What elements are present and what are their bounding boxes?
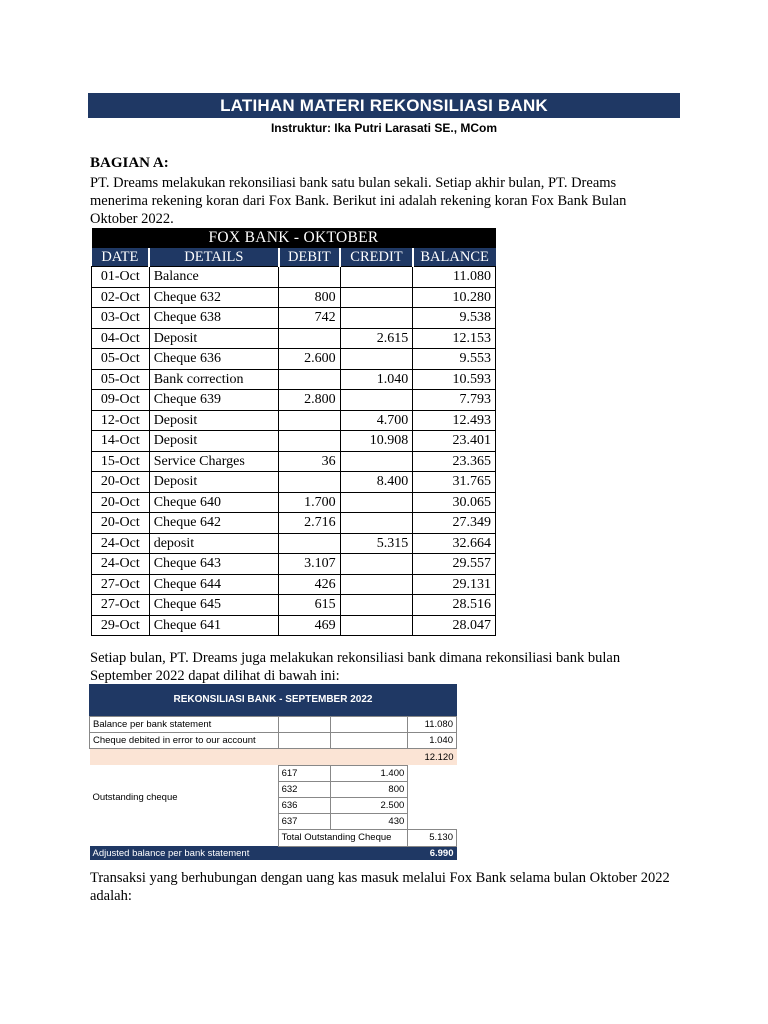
cell-credit — [340, 308, 413, 329]
cell-details: Balance — [149, 267, 278, 288]
adjusted-label: Adjusted balance per bank statement — [90, 846, 408, 860]
cell-debit: 800 — [279, 287, 341, 308]
cell-details: Cheque 645 — [149, 595, 278, 616]
cell-balance: 23.365 — [413, 451, 496, 472]
cell-date: 02-Oct — [92, 287, 150, 308]
statement-row — [92, 390, 496, 411]
cell-details: Deposit — [149, 410, 278, 431]
cell-credit — [340, 513, 413, 534]
cell-details: Cheque 632 — [149, 287, 278, 308]
section-heading: BAGIAN A: — [90, 155, 169, 171]
cell-balance: 9.538 — [413, 308, 496, 329]
cell-date: 03-Oct — [92, 308, 150, 329]
cell-date: 05-Oct — [92, 369, 150, 390]
cell-debit: 2.800 — [279, 390, 341, 411]
fox-bank-statement-table — [91, 228, 496, 636]
total-outstanding-label: Total Outstanding Cheque — [278, 830, 408, 846]
cell-balance: 9.553 — [413, 349, 496, 370]
outstanding-label: Outstanding cheque — [92, 791, 178, 803]
instructor-line: Instruktur: Ika Putri Larasati SE., MCom — [270, 121, 498, 135]
col-credit: CREDIT — [340, 248, 413, 267]
cell-date: 20-Oct — [92, 513, 150, 534]
recon-table-title: REKONSILIASI BANK - SEPTEMBER 2022 — [89, 684, 457, 716]
cell-balance: 29.131 — [413, 574, 496, 595]
statement-row — [92, 431, 496, 452]
cell-credit — [340, 574, 413, 595]
statement-row — [92, 513, 496, 534]
cell-credit: 1.040 — [340, 369, 413, 390]
cell-date: 01-Oct — [92, 267, 150, 288]
cell-credit — [340, 492, 413, 513]
cell-balance: 32.664 — [413, 533, 496, 554]
col-details: DETAILS — [149, 248, 278, 267]
col-balance: BALANCE — [413, 248, 496, 267]
cell-credit — [340, 349, 413, 370]
cell-date: 14-Oct — [92, 431, 150, 452]
cell-credit: 4.700 — [340, 410, 413, 431]
cell-credit: 8.400 — [340, 472, 413, 493]
recon-row-subtotal — [90, 749, 457, 765]
cell-credit — [340, 390, 413, 411]
statement-row — [92, 615, 496, 636]
cell-balance: 30.065 — [413, 492, 496, 513]
statement-row — [92, 287, 496, 308]
cheque-amount: 1.400 — [331, 765, 408, 781]
cell-balance: 12.153 — [413, 328, 496, 349]
cell-date: 04-Oct — [92, 328, 150, 349]
cell-details: Deposit — [149, 328, 278, 349]
cell-debit — [279, 472, 341, 493]
statement-row — [92, 574, 496, 595]
cheque-number: 632 — [278, 781, 331, 797]
cell-balance: 10.280 — [413, 287, 496, 308]
cell-credit — [340, 267, 413, 288]
statement-row — [92, 410, 496, 431]
statement-row — [92, 554, 496, 575]
cell-date: 24-Oct — [92, 554, 150, 575]
cell-date: 05-Oct — [92, 349, 150, 370]
cell-debit: 742 — [279, 308, 341, 329]
cell-details: Cheque 644 — [149, 574, 278, 595]
cell-debit — [279, 328, 341, 349]
cell-details: Service Charges — [149, 451, 278, 472]
cheque-number: 617 — [278, 765, 331, 781]
cell-debit: 2.716 — [279, 513, 341, 534]
statement-row — [92, 451, 496, 472]
cell-balance: 27.349 — [413, 513, 496, 534]
statement-row — [92, 349, 496, 370]
cell-date: 20-Oct — [92, 472, 150, 493]
cell-balance: 10.593 — [413, 369, 496, 390]
cheque-amount: 430 — [331, 814, 408, 830]
cell-details: Cheque 641 — [149, 615, 278, 636]
cheque-amount: 2.500 — [331, 797, 408, 813]
cell-credit — [340, 451, 413, 472]
cell-debit: 426 — [279, 574, 341, 595]
cell-details: Bank correction — [149, 369, 278, 390]
cell-details: Deposit — [149, 431, 278, 452]
closing-paragraph: Transaksi yang berhubungan dengan uang kas masuk melalui Fox Bank selama bulan Oktober 2022 adalah: — [90, 870, 670, 904]
cell-date: 29-Oct — [92, 615, 150, 636]
recon-row-adjusted — [90, 846, 457, 860]
cell-debit — [279, 267, 341, 288]
col-date: DATE — [92, 248, 150, 267]
error-value: 1.040 — [408, 733, 457, 749]
cell-date: 12-Oct — [92, 410, 150, 431]
cell-balance: 28.516 — [413, 595, 496, 616]
cell-balance: 11.080 — [413, 267, 496, 288]
statement-row — [92, 267, 496, 288]
total-outstanding-value: 5.130 — [408, 830, 457, 846]
cell-date: 24-Oct — [92, 533, 150, 554]
cell-credit — [340, 287, 413, 308]
cell-balance: 29.557 — [413, 554, 496, 575]
cell-details: Cheque 643 — [149, 554, 278, 575]
cell-balance: 7.793 — [413, 390, 496, 411]
cell-date: 27-Oct — [92, 595, 150, 616]
document-title: LATIHAN MATERI REKONSILIASI BANK — [88, 93, 680, 118]
statement-row — [92, 328, 496, 349]
recon-row-outstanding — [90, 765, 457, 781]
recon-intro-paragraph: Setiap bulan, PT. Dreams juga melakukan rekonsiliasi bank dimana rekonsiliasi bank bulan September 2022 dapat dilihat di bawah ini: — [90, 650, 621, 684]
cell-debit: 3.107 — [279, 554, 341, 575]
cell-date: 09-Oct — [92, 390, 150, 411]
cell-balance: 31.765 — [413, 472, 496, 493]
cell-credit: 2.615 — [340, 328, 413, 349]
cell-debit — [279, 410, 341, 431]
cell-debit — [279, 533, 341, 554]
recon-row-balance — [90, 717, 457, 733]
cell-debit: 36 — [279, 451, 341, 472]
cheque-number: 637 — [278, 814, 331, 830]
balance-label: Balance per bank statement — [90, 717, 279, 733]
statement-row — [92, 308, 496, 329]
recon-row-total — [90, 830, 457, 846]
intro-paragraph: PT. Dreams melakukan rekonsiliasi bank satu bulan sekali. Setiap akhir bulan, PT. Dreams menerima rekening koran dari Fox Bank. Berikut ini adalah rekening koran Fox Bank Bulan Oktober 2022. — [90, 175, 627, 227]
statement-row — [92, 472, 496, 493]
cheque-amount: 800 — [331, 781, 408, 797]
cell-debit: 469 — [279, 615, 341, 636]
cell-details: Cheque 642 — [149, 513, 278, 534]
cell-balance: 28.047 — [413, 615, 496, 636]
cell-debit: 615 — [279, 595, 341, 616]
statement-row — [92, 533, 496, 554]
cell-details: Deposit — [149, 472, 278, 493]
cell-date: 20-Oct — [92, 492, 150, 513]
cheque-number: 636 — [278, 797, 331, 813]
cell-credit: 5.315 — [340, 533, 413, 554]
cell-balance: 23.401 — [413, 431, 496, 452]
reconciliation-table — [89, 684, 457, 860]
cell-date: 27-Oct — [92, 574, 150, 595]
cell-balance: 12.493 — [413, 410, 496, 431]
cell-details: Cheque 639 — [149, 390, 278, 411]
adjusted-value: 6.990 — [408, 846, 457, 860]
cell-credit — [340, 595, 413, 616]
cell-details: Cheque 636 — [149, 349, 278, 370]
cell-date: 15-Oct — [92, 451, 150, 472]
cell-credit — [340, 554, 413, 575]
col-debit: DEBIT — [279, 248, 341, 267]
statement-row — [92, 595, 496, 616]
recon-row-error — [90, 733, 457, 749]
cell-debit — [279, 431, 341, 452]
cell-details: Cheque 640 — [149, 492, 278, 513]
statement-row — [92, 369, 496, 390]
statement-row — [92, 492, 496, 513]
cell-debit — [279, 369, 341, 390]
balance-value: 11.080 — [408, 717, 457, 733]
fox-table-title: FOX BANK - OKTOBER — [92, 228, 496, 248]
subtotal-value: 12.120 — [408, 749, 457, 765]
cell-details: deposit — [149, 533, 278, 554]
cell-debit: 1.700 — [279, 492, 341, 513]
cell-credit: 10.908 — [340, 431, 413, 452]
cell-credit — [340, 615, 413, 636]
error-label: Cheque debited in error to our account — [90, 733, 279, 749]
cell-debit: 2.600 — [279, 349, 341, 370]
cell-details: Cheque 638 — [149, 308, 278, 329]
